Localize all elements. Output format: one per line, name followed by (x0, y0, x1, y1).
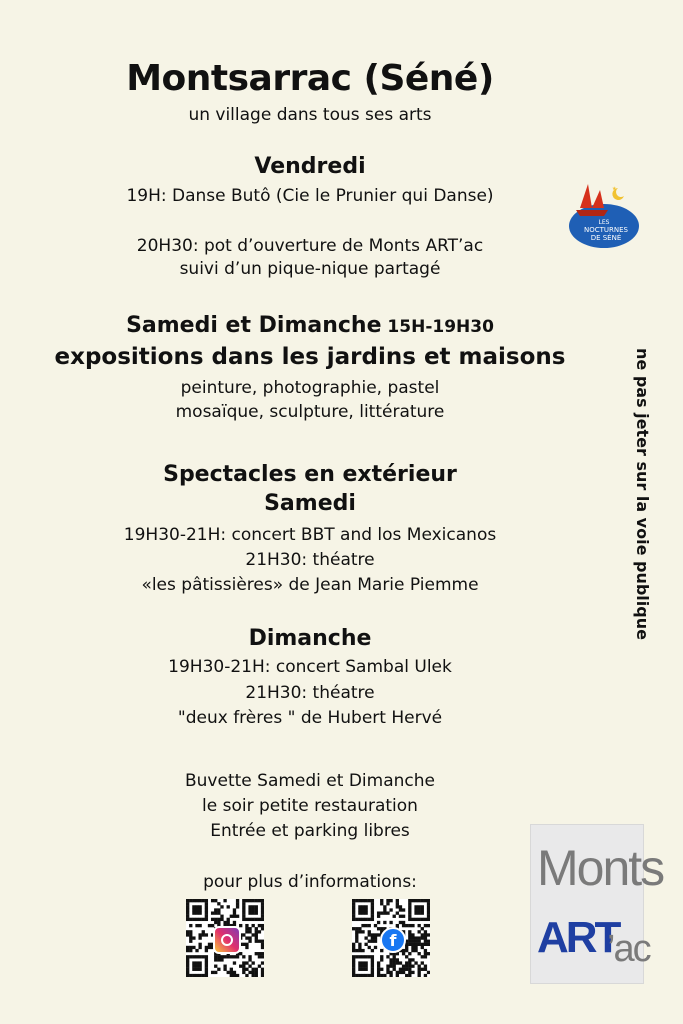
nocturnes-logo (566, 178, 642, 250)
instagram-qr-code[interactable] (186, 899, 264, 977)
monts-artac-word-2: ART (537, 913, 619, 962)
arts-line-1: peinture, photographie, pastel (180, 378, 440, 398)
instagram-icon (213, 926, 241, 954)
info-line-3: Entrée et parking libres (210, 821, 410, 841)
dimanche-line-1: 19H30-21H: concert Sambal Ulek (168, 657, 452, 677)
nocturnes-line-2: NOCTURNES (584, 226, 628, 234)
vendredi-heading: Vendredi (254, 154, 366, 179)
info-line-1: Buvette Samedi et Dimanche (185, 771, 435, 791)
monts-artac-logo (530, 824, 664, 984)
monts-artac-word-1: Monts (537, 840, 664, 896)
vendredi-line-1: 19H: Danse Butô (Cie le Prunier qui Danse) (126, 186, 494, 206)
samedi-line-3: «les pâtissières» de Jean Marie Piemme (141, 575, 479, 595)
vendredi-line-3: suivi d’un pique-nique partagé (179, 259, 441, 279)
info-more: pour plus d’informations: (203, 872, 417, 892)
weekend-heading-hours: 15H-19H30 (381, 317, 494, 337)
dimanche-line-3: "deux frères " de Hubert Hervé (177, 708, 443, 728)
side-note: ne pas jeter sur la voie publique (633, 348, 652, 640)
vendredi-line-2: 20H30: pot d’ouverture de Monts ART’ac (136, 236, 484, 256)
samedi-line-1: 19H30-21H: concert BBT and los Mexicanos (123, 525, 497, 545)
spectacles-heading: Spectacles en extérieur (163, 462, 457, 487)
expositions-heading: expositions dans les jardins et maisons (54, 344, 566, 370)
dimanche-heading: Dimanche (248, 626, 372, 651)
weekend-heading (0, 313, 620, 338)
nocturnes-line-1: LES (598, 219, 610, 226)
page-subtitle: un village dans tous ses arts (188, 105, 432, 125)
facebook-qr-code[interactable] (352, 899, 430, 977)
nocturnes-logo-graphic (566, 178, 642, 250)
arts-line-2: mosaïque, sculpture, littérature (175, 402, 445, 422)
monts-artac-word-3: ’ac (607, 928, 650, 970)
dimanche-line-2: 21H30: théatre (245, 683, 375, 703)
page-title: Montsarrac (Séné) (126, 58, 494, 99)
weekend-heading-days: Samedi et Dimanche (126, 313, 382, 338)
samedi-line-2: 21H30: théatre (245, 550, 375, 570)
svg-text:★: ★ (612, 186, 617, 192)
facebook-icon: f (380, 927, 406, 953)
info-line-2: le soir petite restauration (202, 796, 418, 816)
samedi-heading: Samedi (264, 491, 356, 516)
nocturnes-line-3: DE SÉNÉ (590, 234, 622, 242)
